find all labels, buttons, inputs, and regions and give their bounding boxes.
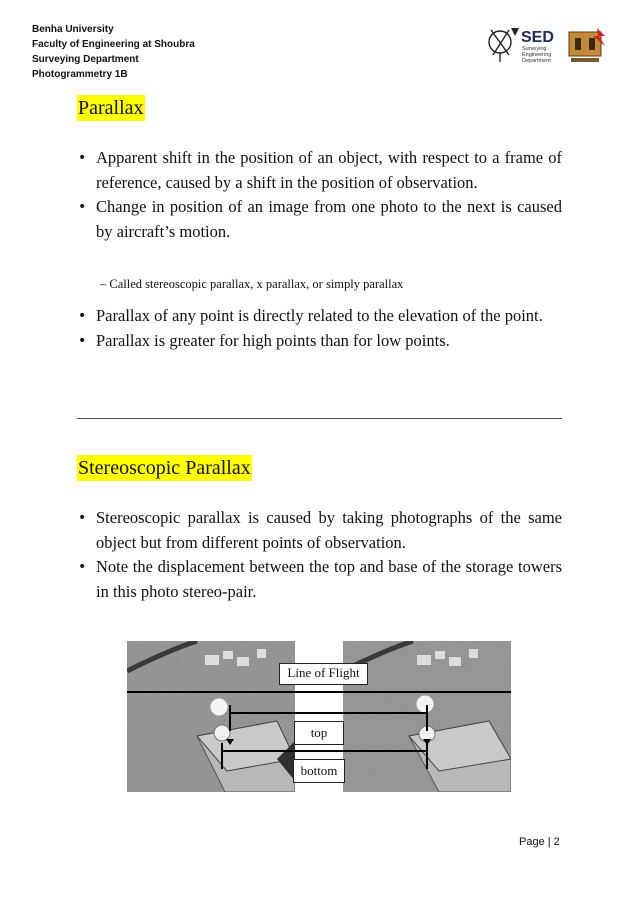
top-label: top <box>294 721 344 745</box>
stereo-pair-figure <box>127 641 511 792</box>
section-divider <box>77 418 562 419</box>
page-number: Page | 2 <box>519 836 560 848</box>
stereo-bullets <box>78 506 562 604</box>
list-item: • Stereoscopic parallax is caused by taking photographs of the same object but from different points of observation. <box>78 506 562 555</box>
faculty-emblem-icon <box>569 28 605 62</box>
list-item: • Note the displacement between the top and base of the storage towers in this photo stereo-pair. <box>78 555 562 604</box>
page-header <box>32 22 195 82</box>
parallax-bullets-a <box>78 146 562 244</box>
section-title-parallax: Parallax <box>78 97 144 119</box>
header-university: Benha University <box>32 24 114 35</box>
logo-name: SED <box>521 29 554 46</box>
department-logo <box>485 22 610 68</box>
list-item: • Apparent shift in the position of an object, with respect to a frame of reference, caused by a shift in the position of observation. <box>78 146 562 195</box>
sed-logo-icon <box>485 22 610 68</box>
logo-line3: Department <box>522 58 551 64</box>
header-course: Photogrammetry 1B <box>32 69 128 80</box>
list-item: • Parallax of any point is directly related to the elevation of the point. <box>78 304 562 329</box>
line-of-flight-label: Line of Flight <box>279 663 368 685</box>
list-item: • Change in position of an image from one photo to the next is caused by aircraft’s motion. <box>78 195 562 244</box>
logo-line2: Engineering <box>522 52 552 58</box>
bottom-label: bottom <box>293 759 345 783</box>
logo-line1: Surveying <box>522 46 547 52</box>
header-faculty: Faculty of Engineering at Shoubra <box>32 39 195 50</box>
header-department: Surveying Department <box>32 54 139 65</box>
sub-item-note: – Called stereoscopic parallax, x parallax, or simply parallax <box>100 277 404 291</box>
section-title-stereoscopic-parallax: Stereoscopic Parallax <box>78 457 251 479</box>
list-item: • Parallax is greater for high points than for low points. <box>78 329 562 354</box>
parallax-bullets-b <box>78 304 562 353</box>
